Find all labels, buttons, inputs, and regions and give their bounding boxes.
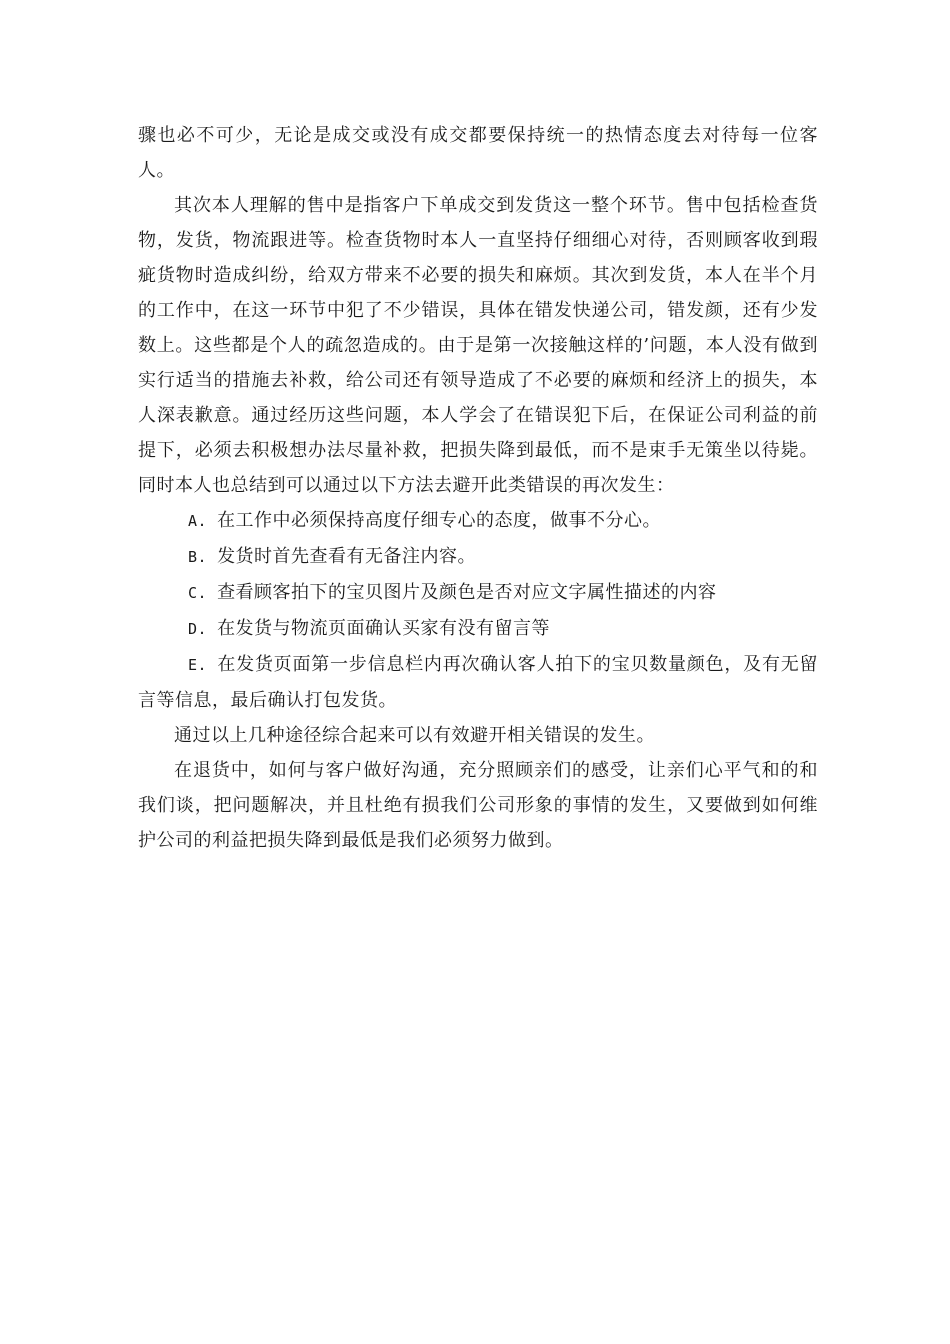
paragraph-continuation: 骤也必不可少，无论是成交或没有成交都要保持统一的热情态度去对待每一位客人。: [138, 125, 818, 181]
list-marker: A.: [188, 512, 208, 530]
list-item: [138, 647, 818, 718]
list-item: [138, 503, 818, 539]
list-marker: C.: [188, 584, 208, 602]
list-item-text: 在工作中必须保持高度仔细专心的态度，做事不分心。: [217, 510, 662, 531]
document-body: [138, 118, 818, 858]
paragraph-summary: 通过以上几种途径综合起来可以有效避开相关错误的发生。: [174, 725, 655, 746]
list-item-text: 在发货页面第一步信息栏内再次确认客人拍下的宝贝数量颜色，及有无留言等信息，最后确认打包发货。: [138, 654, 818, 711]
list-item: [138, 575, 818, 611]
paragraph-sales-process: 其次本人理解的售中是指客户下单成交到发货这一整个环节。售中包括检查货物，发货，物流跟进等。检查货物时本人一直坚持仔细细心对待，否则顾客收到瑕疵货物时造成纠纷，给双方带来不必要的损失和麻烦。其次到发货，本人在半个月的工作中，在这一环节中犯了不少错误，具体在错发快递公司，错发颜，还有少发数上。这些都是个人的疏忽造成的。由于是第一次接触这样的’问题，本人没有做到实行适当的措施去补救，给公司还有领导造成了不必要的麻烦和经济上的损失，本人深表歉意。通过经历这些问题，本人学会了在错误犯下后，在保证公司利益的前提下，必须去积极想办法尽量补救，把损失降到最低，而不是束手无策坐以待毙。同时本人也总结到可以通过以下方法去避开此类错误的再次发生：: [138, 195, 818, 496]
list-item-text: 在发货与物流页面确认买家有没有留言等: [217, 618, 551, 639]
paragraph-returns: 在退货中，如何与客户做好沟通，充分照顾亲们的感受，让亲们心平气和的和我们谈，把问题解决，并且杜绝有损我们公司形象的事情的发生，又要做到如何维护公司的利益把损失降到最低是我们必须努力做到。: [138, 760, 818, 851]
error-prevention-list: [138, 503, 818, 718]
list-item: [138, 611, 818, 647]
list-item-text: 查看顾客拍下的宝贝图片及颜色是否对应文字属性描述的内容: [217, 582, 717, 603]
list-marker: B.: [188, 548, 208, 566]
list-item: [138, 539, 818, 575]
list-item-text: 发货时首先查看有无备注内容。: [217, 546, 477, 567]
list-marker: E.: [188, 656, 208, 674]
list-marker: D.: [188, 620, 208, 638]
